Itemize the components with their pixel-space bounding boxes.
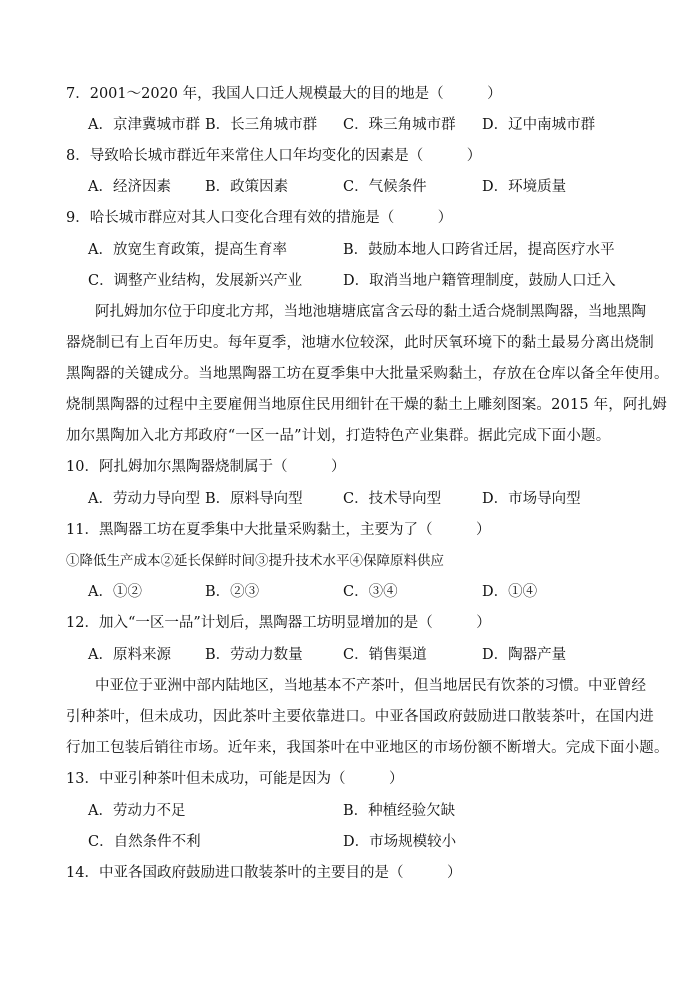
question-7-option-c: C．珠三角城市群	[343, 117, 456, 133]
question-12-option-a: A．原料来源	[88, 647, 171, 663]
question-9-option-a: A．放宽生育政策，提高生育率	[88, 242, 287, 258]
question-11-option-a: A．①②	[88, 584, 142, 600]
question-13-option-d: D．市场规模较小	[343, 834, 457, 850]
question-9-option-d: D．取消当地户籍管理制度，鼓励人口迁入	[343, 273, 616, 289]
question-8-option-d: D．环境质量	[482, 179, 567, 195]
passage-1-line-1: 阿扎姆加尔位于印度北方邦，当地池塘塘底富含云母的黏土适合烧制黑陶器，当地黑陶	[95, 304, 646, 320]
question-13-option-a: A．劳动力不足	[88, 803, 186, 819]
question-8-option-b: B．政策因素	[205, 179, 289, 195]
question-10-option-d: D．市场导向型	[482, 491, 581, 507]
passage-1-line-2: 器烧制已有上百年历史。每年夏季，池塘水位较深，此时厌氧环境下的黏土最易分离出烧制	[66, 335, 654, 351]
question-8-option-a: A．经济因素	[88, 179, 171, 195]
question-10-option-c: C．技术导向型	[343, 491, 442, 507]
question-13-stem: 13．中亚引种茶叶但未成功，可能是因为（ ）	[66, 771, 404, 787]
question-11-option-c: C．③④	[343, 584, 398, 600]
question-12-option-b: B．劳动力数量	[205, 647, 303, 663]
question-9-stem: 9．哈长城市群应对其人口变化合理有效的措施是（ ）	[66, 210, 453, 226]
question-7-option-d: D．辽中南城市群	[482, 117, 596, 133]
question-8-option-c: C．气候条件	[343, 179, 427, 195]
question-9-option-b: B．鼓励本地人口跨省迁居，提高医疗水平	[343, 242, 615, 258]
question-7-option-a: A．京津冀城市群	[88, 117, 200, 133]
question-13-option-c: C．自然条件不利	[88, 834, 201, 850]
question-10-option-a: A．劳动力导向型	[88, 491, 200, 507]
passage-2-line-1: 中亚位于亚洲中部内陆地区，当地基本不产茶叶，但当地居民有饮茶的习惯。中亚曾经	[95, 678, 646, 694]
question-11-items: ①降低生产成本②延长保鲜时间③提升技术水平④保障原料供应	[66, 553, 444, 569]
question-14-stem: 14．中亚各国政府鼓励进口散装茶叶的主要目的是（ ）	[66, 865, 462, 881]
question-13-option-b: B．种植经验欠缺	[343, 803, 456, 819]
passage-2-line-3: 行加工包装后销往市场。近年来，我国茶叶在中亚地区的市场份额不断增大。完成下面小题。	[66, 740, 669, 756]
question-9-option-c: C．调整产业结构，发展新兴产业	[88, 273, 303, 289]
passage-1-line-5: 加尔黑陶加入北方邦政府“一区一品”计划，打造特色产业集群。据此完成下面小题。	[66, 428, 611, 444]
question-10-stem: 10．阿扎姆加尔黑陶器烧制属于（ ）	[66, 459, 346, 475]
question-11-option-d: D．①④	[482, 584, 538, 600]
question-12-option-c: C．销售渠道	[343, 647, 427, 663]
question-11-stem: 11．黑陶器工坊在夏季集中大批量采购黏土，主要为了（ ）	[66, 522, 491, 538]
passage-1-line-3: 黑陶器的关键成分。当地黑陶器工坊在夏季集中大批量采购黏土，存放在仓库以备全年使用。	[66, 366, 669, 382]
passage-2-line-2: 引种茶叶，但未成功，因此茶叶主要依靠进口。中亚各国政府鼓励进口散装茶叶，在国内进	[66, 709, 654, 725]
question-12-stem: 12．加入“一区一品”计划后，黑陶器工坊明显增加的是（ ）	[66, 615, 491, 631]
question-7-stem: 7．2001～2020 年，我国人口迁人规模最大的目的地是（ ）	[66, 86, 502, 102]
question-10-option-b: B．原料导向型	[205, 491, 303, 507]
question-12-option-d: D．陶器产量	[482, 647, 567, 663]
question-7-option-b: B．长三角城市群	[205, 117, 318, 133]
passage-1-line-4: 烧制黑陶器的过程中主要雇佣当地原住民用细针在干燥的黏土上雕刻图案。2015 年，阿扎姆	[66, 397, 668, 413]
question-8-stem: 8．导致哈长城市群近年来常住人口年均变化的因素是（ ）	[66, 148, 482, 164]
question-11-option-b: B．②③	[205, 584, 260, 600]
